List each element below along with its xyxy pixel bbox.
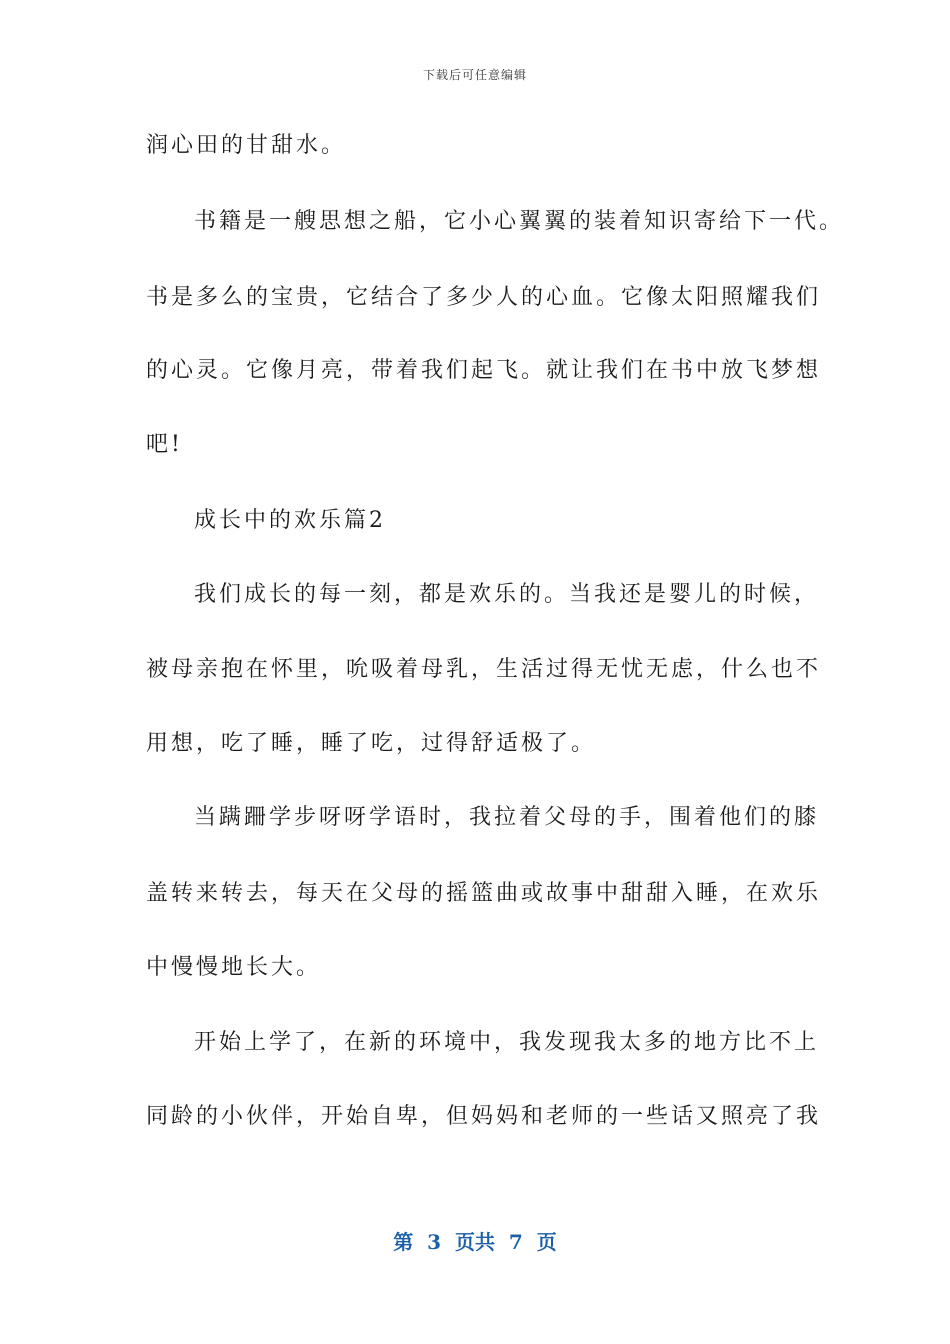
text-line: 中慢慢地长大。: [146, 955, 322, 980]
page-number-footer: 第 3 页共 7 页: [393, 1230, 557, 1254]
section-heading: 成长中的欢乐篇2: [194, 508, 386, 533]
text-line: 书是多么的宝贵，它结合了多少人的心血。它像太阳照耀我们: [146, 285, 822, 310]
header-note: 下载后可任意编辑: [422, 68, 527, 82]
text-line: 的心灵。它像月亮，带着我们起飞。就让我们在书中放飞梦想: [146, 358, 822, 383]
text-line: 润心田的甘甜水。: [146, 133, 347, 158]
text-line: 当蹒跚学步呀呀学语时，我拉着父母的手，围着他们的膝: [194, 805, 820, 830]
text-line: 用想，吃了睡，睡了吃，过得舒适极了。: [146, 731, 597, 756]
text-line: 同龄的小伙伴，开始自卑，但妈妈和老师的一些话又照亮了我: [146, 1104, 822, 1129]
text-line: 书籍是一艘思想之船，它小心翼翼的装着知识寄给下一代。: [194, 209, 845, 234]
text-line: 吧!: [146, 432, 183, 457]
text-line: 盖转来转去，每天在父母的摇篮曲或故事中甜甜入睡，在欢乐: [146, 881, 822, 906]
text-line: 被母亲抱在怀里，吮吸着母乳，生活过得无忧无虑，什么也不: [146, 657, 822, 682]
text-line: 我们成长的每一刻，都是欢乐的。当我还是婴儿的时候，: [194, 582, 820, 607]
text-line: 开始上学了，在新的环境中，我发现我太多的地方比不上: [194, 1030, 820, 1055]
